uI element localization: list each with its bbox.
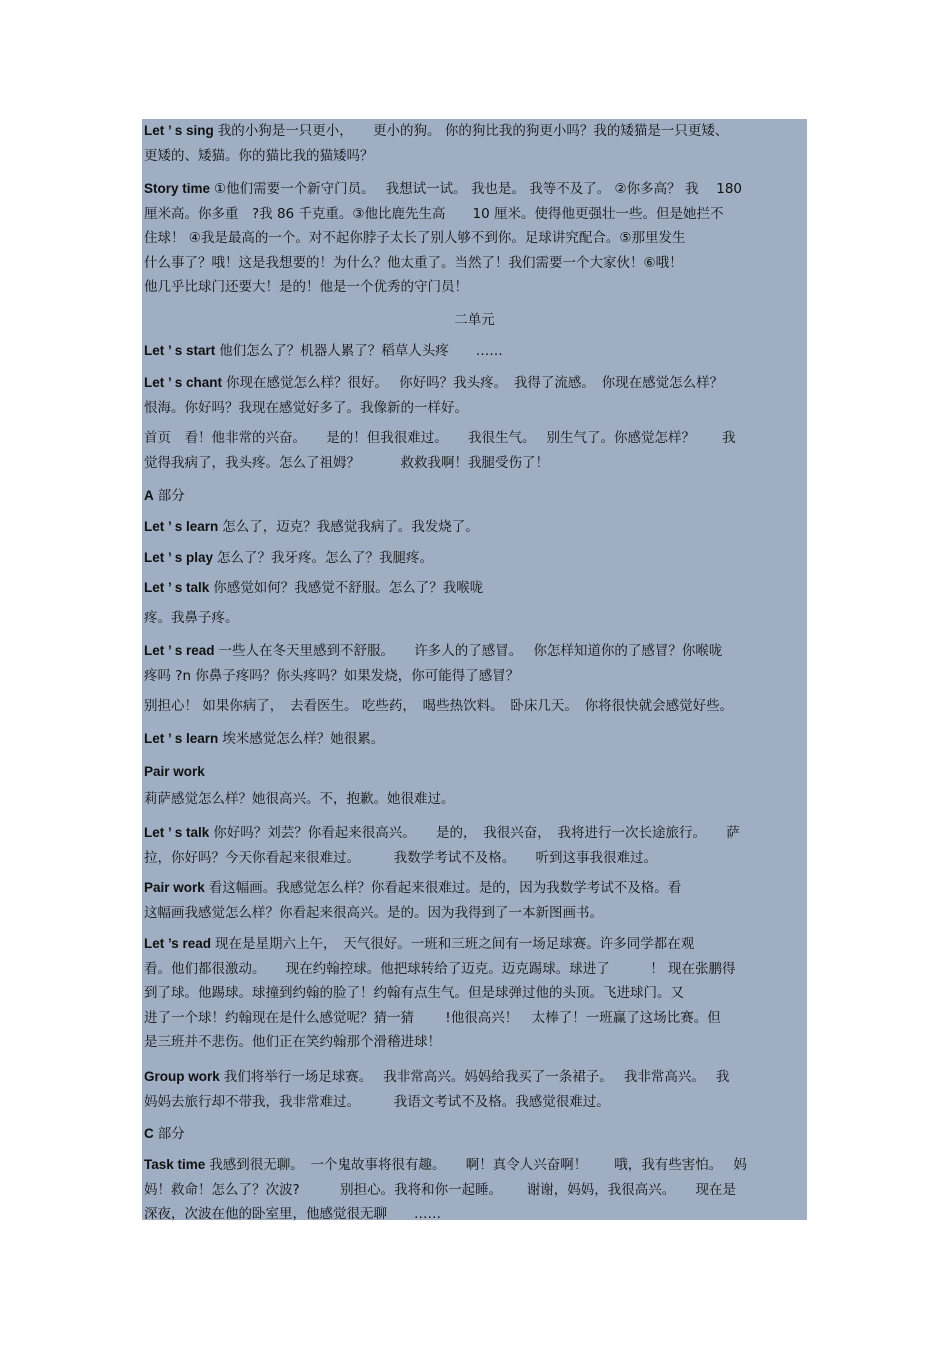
- section-label: Pair work: [144, 880, 205, 895]
- paragraph-line: [144, 484, 805, 509]
- paragraph-line: [144, 144, 805, 169]
- paragraph: [144, 177, 805, 300]
- paragraph: [144, 1122, 805, 1147]
- section-label: Let ’ s read: [144, 643, 215, 658]
- line-text: 现在是星期六上午， 天气很好。一班和三班之间有一场足球赛。许多同学都在观: [215, 936, 695, 952]
- paragraph-line: [144, 846, 805, 871]
- line-text: 深夜，次波在他的卧室里，他感觉很无聊 ……: [144, 1206, 441, 1222]
- section-label: Let ’ s learn: [144, 519, 219, 534]
- line-text: 一些人在冬天里感到不舒服。 许多人的了感冒。 你怎样知道你的了感冒？你喉咙: [218, 643, 723, 659]
- paragraph-line: [144, 606, 805, 631]
- paragraph-line: [144, 451, 805, 476]
- section-label: Pair work: [144, 764, 205, 779]
- paragraph: [144, 426, 805, 475]
- line-text: 你好吗？刘芸？你看起来很高兴。 是的， 我很兴奋， 我将进行一次长途旅行。 萨: [213, 825, 740, 841]
- line-text: 别担心！ 如果你病了， 去看医生。 吃些药， 喝些热饮料。 卧床几天。 你将很快就会感觉好些。: [144, 698, 734, 714]
- paragraph: [144, 876, 805, 925]
- paragraph-line: [144, 339, 805, 364]
- paragraph-line: [144, 515, 805, 540]
- line-text: 疼。我鼻子疼。: [144, 610, 239, 626]
- paragraph: [144, 546, 805, 571]
- line-text: 他们怎么了？机器人累了？稻草人头疼 ……: [219, 343, 503, 359]
- line-text: 我们将举行一场足球赛。 我非常高兴。妈妈给我买了一条裙子。 我非常高兴。 我: [223, 1069, 730, 1085]
- line-text: 部分: [157, 1126, 185, 1142]
- section-label: Let ’ s sing: [144, 123, 214, 138]
- section-label: Group work: [144, 1069, 220, 1084]
- text-block: [142, 119, 807, 1220]
- section-label: Let ’ s talk: [144, 825, 210, 840]
- paragraph-line: [144, 1178, 805, 1203]
- line-text: 恨海。你好吗？我现在感觉好多了。我像新的一样好。: [144, 399, 468, 416]
- paragraph-line: [144, 981, 805, 1006]
- paragraph: [144, 119, 805, 168]
- paragraph: [144, 1065, 805, 1114]
- paragraph: [144, 694, 805, 719]
- paragraph-line: [144, 1006, 805, 1031]
- section-label: Let ’ s chant: [144, 375, 223, 390]
- section-label: C: [144, 1126, 154, 1141]
- paragraph-line: [144, 426, 805, 451]
- section-label: A: [144, 488, 154, 503]
- paragraph-line: [144, 1090, 805, 1115]
- line-text: 你现在感觉怎么样？很好。 你好吗？我头疼。 我得了流感。 你现在感觉怎么样？: [226, 375, 724, 391]
- section-label: Let ’ s play: [144, 550, 214, 565]
- paragraph-line: [144, 251, 805, 276]
- line-text: 妈妈去旅行却不带我，我非常难过。 我语文考试不及格。我感觉很难过。: [144, 1093, 610, 1110]
- line-text: 是三班并不悲伤。他们正在笑约翰那个滑稽进球！: [144, 1034, 441, 1050]
- paragraph-line: [144, 202, 805, 227]
- paragraph: [144, 371, 805, 420]
- paragraph-line: [144, 1030, 805, 1055]
- paragraph: [144, 760, 805, 785]
- line-text: 拉，你好吗？今天你看起来很难过。 我数学考试不及格。 听到这事我很难过。: [144, 849, 657, 866]
- line-text: 住球！ ④我是最高的一个。对不起你脖子太长了别人够不到你。足球讲究配合。⑤那里发生: [144, 230, 686, 246]
- line-text: 怎么了，迈克？我感觉我病了。我发烧了。: [222, 519, 479, 535]
- section-label: Story time: [144, 181, 211, 196]
- line-text: 疼吗 ?n 你鼻子疼吗？你头疼吗？如果发烧，你可能得了感冒？: [144, 667, 520, 684]
- line-text: 觉得我病了，我头疼。怎么了祖姆？ 救救我啊！我腿受伤了！: [144, 454, 549, 471]
- line-text: 看这幅画。我感觉怎么样？你看起来很难过。是的，因为我数学考试不及格。看: [208, 880, 682, 896]
- section-label: Task time: [144, 1157, 206, 1172]
- paragraph-line: [144, 639, 805, 664]
- paragraph: [144, 932, 805, 1055]
- paragraph: [144, 787, 805, 812]
- paragraph-line: [144, 226, 805, 251]
- section-label: Let ’ s start: [144, 343, 216, 358]
- paragraph-line: [144, 932, 805, 957]
- paragraph-line: [144, 177, 805, 202]
- paragraph: [144, 484, 805, 509]
- line-text: 我的小狗是一只更小， 更小的狗。 你的狗比我的狗更小吗？我的矮猫是一只更矮、: [217, 123, 729, 139]
- paragraph-line: [144, 119, 805, 144]
- line-text: 他几乎比球门还要大！是的！他是一个优秀的守门员！: [144, 279, 468, 295]
- paragraph-line: [144, 694, 805, 719]
- paragraph-line: [144, 1122, 805, 1147]
- paragraph-line: [144, 576, 805, 601]
- line-text: 你感觉如何？我感觉不舒服。怎么了？我喉咙: [213, 580, 484, 596]
- section-label: Let ’ s talk: [144, 580, 210, 595]
- paragraph-line: [144, 957, 805, 982]
- paragraph-line: [144, 901, 805, 926]
- line-text: 埃米感觉怎么样？她很累。: [222, 731, 385, 747]
- paragraph: [144, 727, 805, 752]
- line-text: 更矮的、矮猫。你的猫比我的猫矮吗？: [144, 147, 374, 164]
- line-text: 怎么了？我牙疼。怎么了？我腿疼。: [217, 550, 434, 566]
- line-text: 莉萨感觉怎么样？她很高兴。不，抱歉。她很难过。: [144, 791, 455, 807]
- line-text: 这幅画我感觉怎么样？你看起来很高兴。是的。因为我得到了一本新图画书。: [144, 904, 603, 921]
- section-label: Let ’ s learn: [144, 731, 219, 746]
- paragraph: [144, 515, 805, 540]
- paragraph: [144, 308, 805, 333]
- paragraph-line: [144, 787, 805, 812]
- line-text: 厘米高。你多重 ?我 86 千克重。③他比鹿先生高 10 厘米。使得他更强壮一些。但是她拦不: [144, 205, 724, 222]
- paragraph: [144, 639, 805, 688]
- paragraph-line: [144, 727, 805, 752]
- line-text: ①他们需要一个新守门员。 我想试一试。 我也是。 我等不及了。 ②你多高？ 我 180: [214, 181, 743, 197]
- line-text: 到了球。他踢球。球撞到约翰的脸了！约翰有点生气。但是球弹过他的头顶。飞进球门。又: [144, 985, 684, 1001]
- line-text: 部分: [157, 488, 185, 504]
- line-text: 什么事了？哦！这是我想要的！为什么？他太重了。当然了！我们需要一个大家伙！⑥哦！: [144, 254, 683, 271]
- paragraph: [144, 576, 805, 601]
- paragraph-line: [144, 371, 805, 396]
- line-text: 二单元: [454, 312, 495, 328]
- paragraph: [144, 606, 805, 631]
- section-label: Let ’s read: [144, 936, 212, 951]
- line-text: 妈！救命！怎么了？次波? 别担心。我将和你一起睡。 谢谢，妈妈，我很高兴。 现在是: [144, 1181, 736, 1198]
- line-text: 我感到很无聊。 一个鬼故事将很有趣。 啊！真令人兴奋啊！ 哦，我有些害怕。 妈: [209, 1157, 747, 1173]
- paragraph-line: [144, 308, 805, 333]
- paragraph-line: [144, 275, 805, 300]
- paragraph-line: [144, 1065, 805, 1090]
- paragraph-line: [144, 546, 805, 571]
- paragraph-line: [144, 760, 805, 785]
- paragraph-line: [144, 876, 805, 901]
- paragraph-line: [144, 1153, 805, 1178]
- line-text: 首页 看！他非常的兴奋。 是的！但我很难过。 我很生气。 别生气了。你感觉怎样？ 我: [144, 430, 736, 446]
- paragraph: [144, 339, 805, 364]
- line-text: 看。他们都很激动。 现在约翰控球。他把球转给了迈克。迈克踢球。球进了 ！ 现在张鹏得: [144, 960, 736, 977]
- paragraph-line: [144, 1202, 805, 1227]
- line-text: 进了一个球！约翰现在是什么感觉呢？猜一猜 !他很高兴！ 太棒了！一班赢了这场比赛。但: [144, 1009, 721, 1026]
- paragraph-line: [144, 664, 805, 689]
- paragraph-line: [144, 396, 805, 421]
- paragraph: [144, 821, 805, 870]
- paragraph: [144, 1153, 805, 1227]
- paragraph-line: [144, 821, 805, 846]
